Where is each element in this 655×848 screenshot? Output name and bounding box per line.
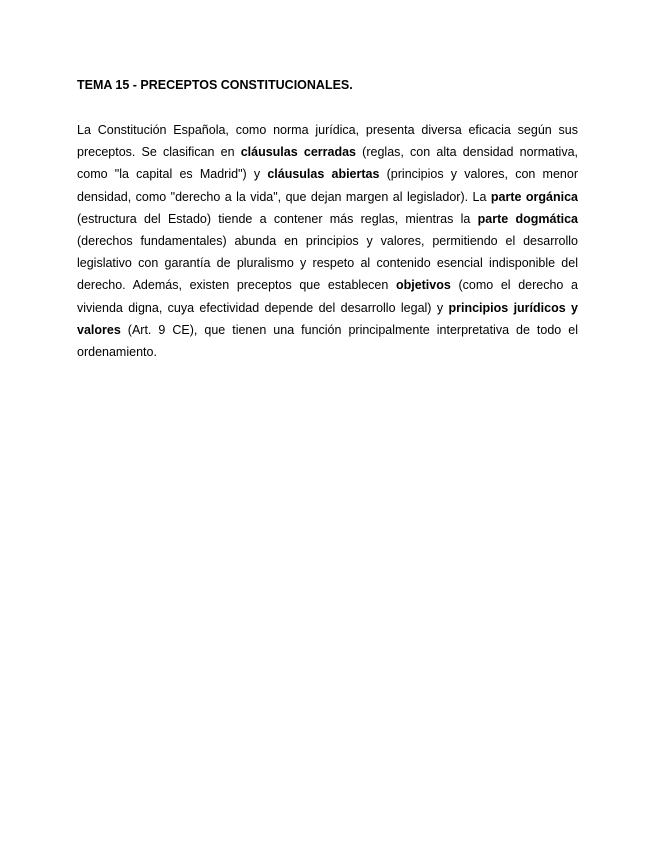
paragraph-text: (derechos fundamentales) abunda en principios y valores, permitiendo el desarrollo legislativo con garantía de pluralismo y respeto al contenido esencial indisponible del derecho. Además, existen preceptos que establecen bbox=[77, 234, 578, 293]
paragraph-text: (reglas, con alta densidad normativa, como "la capital es Madrid") y bbox=[77, 145, 578, 182]
emphasis-parte-dogmatica: parte dogmática bbox=[477, 211, 578, 226]
emphasis-parte-organica: parte orgánica bbox=[490, 189, 579, 204]
paragraph-text: (como el derecho a vivienda digna, cuya efectividad depende del desarrollo legal) y bbox=[77, 278, 578, 315]
paragraph-text: (principios y valores, con menor densidad, como "derecho a la vida", que dejan margen al legislador). La bbox=[77, 167, 578, 204]
paragraph-text: La Constitución Española, como norma jurídica, presenta diversa eficacia según sus preceptos. Se clasifican en bbox=[77, 123, 578, 160]
body-paragraph bbox=[77, 119, 578, 363]
paragraph-text: (Art. 9 CE), que tienen una función principalmente interpretativa de todo el ordenamiento. bbox=[77, 322, 578, 360]
emphasis-clausulas-abiertas: cláusulas abiertas bbox=[267, 167, 380, 182]
document-title: TEMA 15 - PRECEPTOS CONSTITUCIONALES. bbox=[77, 78, 353, 92]
paragraph-text: (estructura del Estado) tiende a contener más reglas, mientras la bbox=[77, 211, 478, 226]
emphasis-objetivos: objetivos bbox=[395, 278, 451, 293]
emphasis-clausulas-cerradas: cláusulas cerradas bbox=[240, 145, 356, 160]
emphasis-principios-juridicos: principios jurídicos y valores bbox=[77, 300, 578, 337]
